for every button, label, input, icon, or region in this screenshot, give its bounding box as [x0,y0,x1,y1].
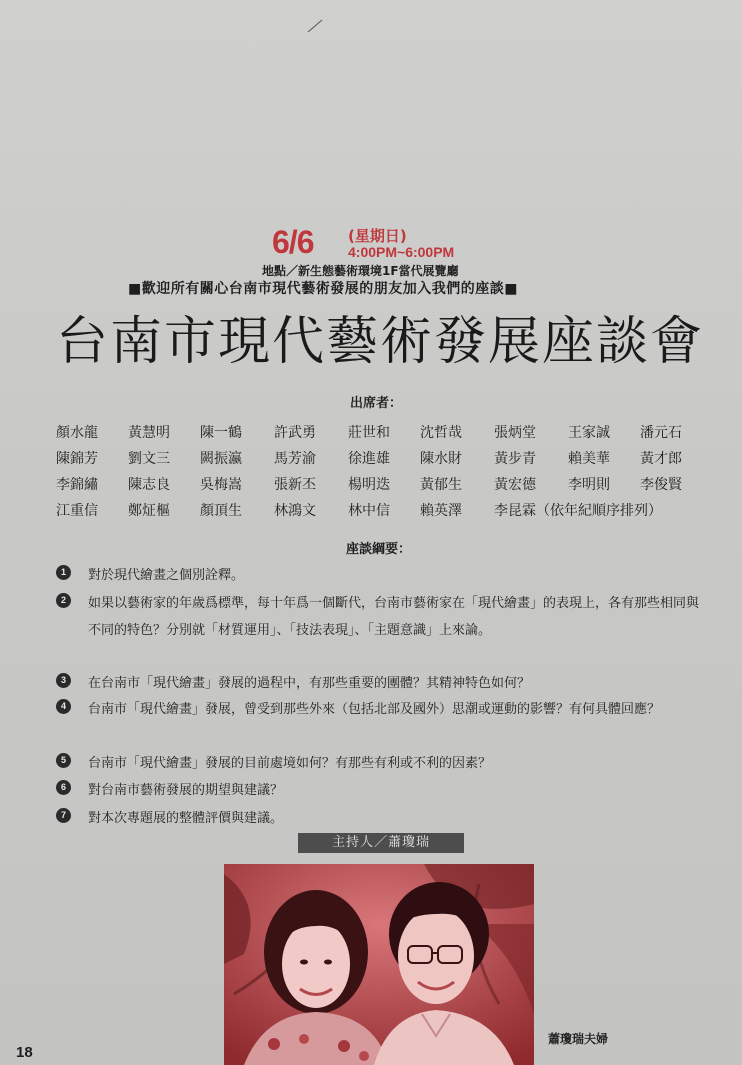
attendee-name: 賴美華 [568,451,610,467]
attendee-row [56,422,716,446]
attendee-name: 黃郁生 [420,477,462,493]
page-number: 18 [16,1044,33,1061]
attendee-name: 李俊賢 [640,477,682,493]
attendee-row [56,448,716,472]
agenda-number-badge: 5 [56,753,71,768]
event-tagline: ■歡迎所有關心台南市現代藝術發展的朋友加入我們的座談■ [128,281,518,297]
attendee-name: 黃宏德 [494,477,536,493]
agenda-item-text: 台南市「現代繪畫」發展的目前處境如何？有那些有利或不利的因素？ [88,756,492,771]
agenda-number-badge: 7 [56,808,71,823]
host-label: 主持人／蕭瓊瑞 [298,833,464,853]
attendee-name: 莊世和 [348,425,390,441]
agenda-heading: 座談綱要： [346,542,412,557]
attendee-name: 王家誠 [568,425,610,441]
couple-photo [224,864,534,1065]
attendee-row [56,500,716,524]
attendee-name: 林中信 [348,503,390,519]
attendee-name: 陳志良 [128,477,170,493]
attendee-name: 鄭炡樞 [128,503,170,519]
event-venue: 地點／新生態藝術環境1F當代展覽廳 [262,264,459,278]
agenda-item-text: 如果以藝術家的年歲爲標準，每十年爲一個斷代，台南市藝術家在「現代繪畫」的表現上，各有那些相同與不同的特色？分別就「材質運用」、「技法表現」、「主題意識」上來論。 [88,596,700,638]
attendee-row [56,474,716,498]
attendee-name: 陳錦芳 [56,451,98,467]
agenda-number-badge: 3 [56,673,71,688]
attendee-name: 沈哲哉 [420,425,462,441]
agenda-number-badge: 4 [56,699,71,714]
attendee-name: 黃慧明 [128,425,170,441]
attendee-name: 楊明迭 [348,477,390,493]
attendee-name: 李昆霖（依年紀順序排列） [494,503,662,519]
photo-caption: 蕭瓊瑞夫婦 [548,1032,609,1046]
attendee-name: 顏水龍 [56,425,98,441]
page-title: 台南市現代藝術發展座談會 [56,312,705,372]
agenda-item-text: 在台南市「現代繪畫」發展的過程中，有那些重要的團體？其精神特色如何？ [88,676,531,691]
event-time: 4:00PM~6:00PM [348,244,455,260]
attendee-name: 潘元石 [640,425,682,441]
attendee-name: 許武勇 [274,425,316,441]
attendee-name: 顏頂生 [200,503,242,519]
attendee-name: 江重信 [56,503,98,519]
attendees-heading: 出席者： [350,396,403,411]
attendee-name: 劉文三 [128,451,170,467]
event-date: 6/6 [272,224,314,260]
attendee-name: 黃才郎 [640,451,682,467]
attendee-name: 陳水財 [420,451,462,467]
agenda-item-text: 對本次專題展的整體評價與建議。 [88,811,284,826]
photo-illustration [224,864,534,1065]
attendee-name: 賴英澤 [420,503,462,519]
attendee-name: 闕振瀛 [200,451,242,467]
attendee-name: 李明則 [568,477,610,493]
agenda-number-badge: 2 [56,593,71,608]
agenda-number-badge: 6 [56,780,71,795]
attendee-name: 張炳堂 [494,425,536,441]
agenda-item-text: 對台南市藝術發展的期望與建議？ [88,783,284,798]
agenda-item-text: 對於現代繪畫之個別詮釋。 [88,568,245,583]
attendee-name: 吳梅嵩 [200,477,242,493]
attendee-name: 陳一鶴 [200,425,242,441]
attendee-name: 林鴻文 [274,503,316,519]
event-weekday: (星期日) [348,227,407,245]
agenda-item-text: 台南市「現代繪畫」發展，曾受到那些外來（包括北部及國外）思潮或運動的影響？有何具體回應？ [88,702,661,717]
attendee-name: 馬芳渝 [274,451,316,467]
attendee-name: 李錦繡 [56,477,98,493]
attendee-name: 黃步青 [494,451,536,467]
attendee-name: 張新丕 [274,477,316,493]
pen-mark-decoration [305,18,325,34]
agenda-number-badge: 1 [56,565,71,580]
attendee-name: 徐進雄 [348,451,390,467]
